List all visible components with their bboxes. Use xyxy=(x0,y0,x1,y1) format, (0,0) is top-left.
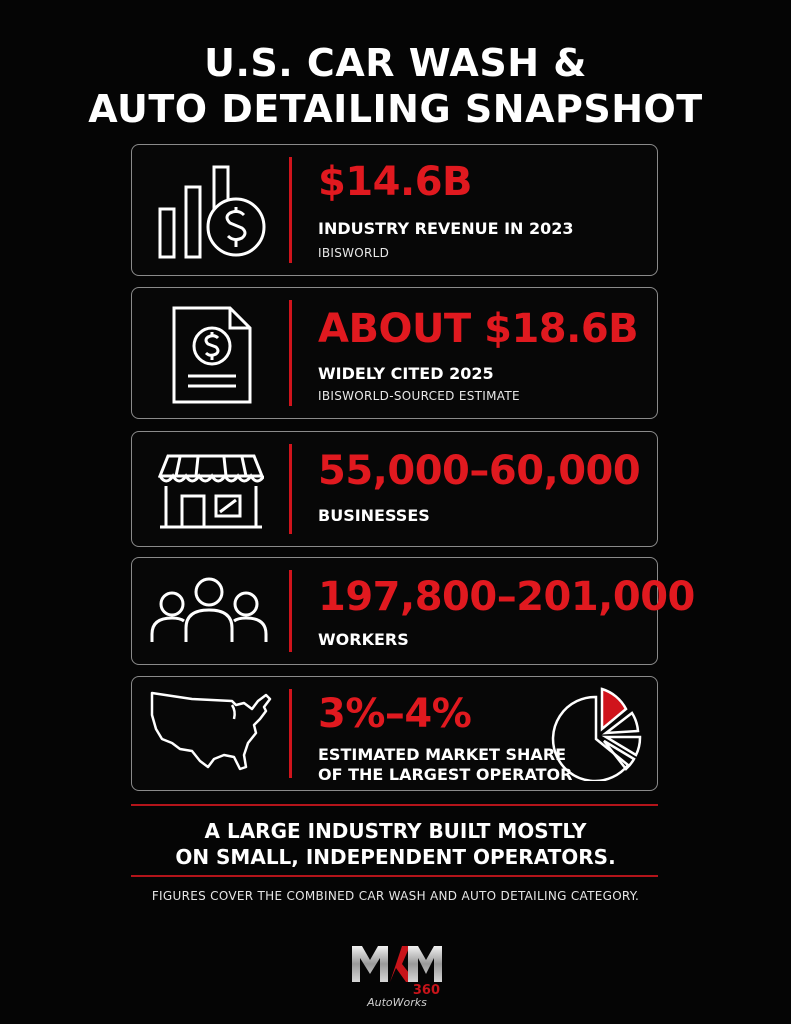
stat-card-revenue-2023 xyxy=(131,144,658,276)
title-line-1: U.S. CAR WASH & xyxy=(204,41,587,85)
svg-text:360: 360 xyxy=(412,983,440,998)
title-line-2: AUTO DETAILING SNAPSHOT xyxy=(88,87,703,131)
card-divider xyxy=(289,570,292,652)
stat-source: IBISWORLD-SOURCED ESTIMATE xyxy=(318,389,520,403)
stat-card-estimate-2025 xyxy=(131,287,658,419)
tagline xyxy=(0,818,791,870)
stat-value: 55,000–60,000 xyxy=(318,448,641,494)
stat-value: 3%–4% xyxy=(318,691,472,737)
page-title xyxy=(0,40,791,132)
card-divider xyxy=(289,689,292,778)
stat-card-businesses xyxy=(131,431,658,547)
stat-label: BUSINESSES xyxy=(318,506,430,525)
stat-label: WIDELY CITED 2025 xyxy=(318,364,494,383)
stat-label-line-2: OF THE LARGEST OPERATOR xyxy=(318,765,573,784)
stat-label: INDUSTRY REVENUE IN 2023 xyxy=(318,219,574,238)
usa-map-icon xyxy=(148,689,274,773)
stat-card-workers xyxy=(131,557,695,665)
stat-label: WORKERS xyxy=(318,630,409,649)
stat-value: 197,800–201,000 xyxy=(318,574,695,620)
card-divider xyxy=(289,157,292,263)
divider-line-bottom xyxy=(131,875,658,877)
storefront-icon xyxy=(158,454,264,530)
stat-source: IBISWORLD xyxy=(318,246,390,260)
stat-card-market-share xyxy=(131,676,658,791)
svg-text:AutoWorks: AutoWorks xyxy=(367,996,427,1008)
revenue-chart-dollar-icon xyxy=(158,165,270,259)
stat-label-line-1: ESTIMATED MARKET SHARE xyxy=(318,745,567,764)
stat-value: $14.6B xyxy=(318,159,473,205)
footnote: FIGURES COVER THE COMBINED CAR WASH AND AUTO DETAILING CATEGORY. xyxy=(151,889,640,903)
stat-value: ABOUT $18.6B xyxy=(318,306,639,352)
document-dollar-icon xyxy=(170,304,254,406)
divider-line-top xyxy=(131,804,658,806)
tagline-line-2: ON SMALL, INDEPENDENT OPERATORS. xyxy=(175,845,616,869)
card-divider xyxy=(289,300,292,406)
people-group-icon xyxy=(150,576,268,648)
tagline-line-1: A LARGE INDUSTRY BUILT MOSTLY xyxy=(204,819,587,843)
card-divider xyxy=(289,444,292,534)
mkm-360-autoworks-logo xyxy=(350,942,444,1008)
pie-chart-icon xyxy=(550,685,646,781)
